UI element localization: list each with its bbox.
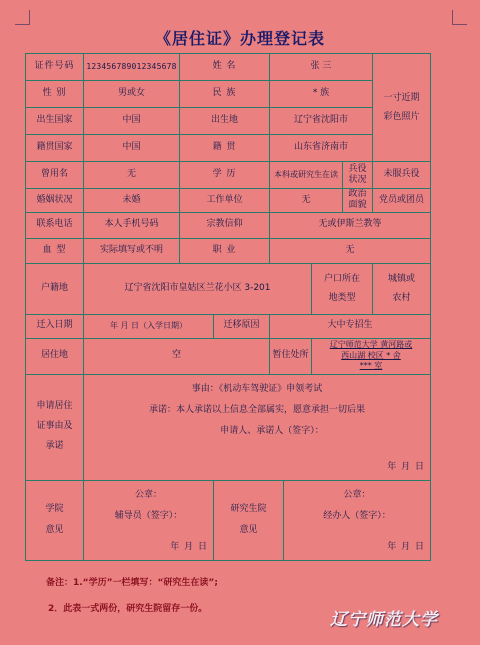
reason-line-2: 承诺：本人承诺以上信息全部属实，愿意承担一切后果 [148,404,365,415]
id-value[interactable]: 123456789012345678 [84,54,180,81]
grad-date[interactable]: 年 月 日 [387,542,424,553]
military-value[interactable]: 未服兵役 [373,162,431,189]
move-reason-value[interactable]: 大中专招生 [270,314,431,338]
gender-label: 性 别 [26,81,84,108]
move-reason-label: 迁移原因 [214,314,270,338]
hukou-type-value[interactable]: 城镇或 农村 [373,263,431,314]
marital-value[interactable]: 未婚 [84,189,180,213]
temp-residence-line-1: 辽宁师范大学 黄河路或 [329,339,413,349]
employer-value[interactable]: 无 [270,189,343,213]
college-opinion-label: 学院 意见 [26,480,84,560]
reason-line-1: 事由：《机动车驾驶证》申领考试 [191,383,323,394]
political-value[interactable]: 党员或团员 [373,189,431,213]
education-label: 学 历 [180,162,270,189]
hukou-type-label: 户口所在 地类型 [312,263,373,314]
temp-residence-label: 暂住处所 [270,338,312,374]
id-label: 证件号码 [26,54,84,81]
religion-label: 宗教信仰 [180,212,270,238]
blood-value[interactable]: 实际填写或不明 [84,238,180,263]
university-logo-text: 辽宁师范大学 [330,610,438,630]
birth-country-value[interactable]: 中国 [84,108,180,135]
college-opinion-content [84,480,214,560]
blood-label: 血 型 [26,238,84,263]
registration-form-table [25,53,431,561]
birth-country-label: 出生国家 [26,108,84,135]
applicant-sign-label[interactable]: 申请人、承诺人（签字）： [220,425,324,436]
job-value[interactable]: 无 [270,238,431,263]
form-title: 《居住证》办理登记表 [154,29,325,48]
phone-value[interactable]: 本人手机号码 [84,212,180,238]
footer-note-1: 备注：1.“学历”一栏填写：“研究生在读”; [46,578,218,588]
corner-mark-right [452,10,467,25]
move-date-value[interactable]: 年 月 日（入学日期） [84,314,214,338]
corner-mark-left [15,10,30,25]
name-value[interactable]: 张 三 [270,54,373,81]
employer-label: 工作单位 [180,189,270,213]
residence-value[interactable]: 空 [84,338,270,374]
hukou-value[interactable]: 辽宁省沈阳市皇姑区兰花小区 3-201 [84,263,312,314]
alias-value[interactable]: 无 [84,162,180,189]
hukou-label: 户籍地 [26,263,84,314]
grad-handler-sign[interactable]: 经办人（签字）： [323,510,391,521]
alias-label: 曾用名 [26,162,84,189]
grad-opinion-content [284,480,431,560]
job-label: 职 业 [180,238,270,263]
religion-value[interactable]: 无或伊斯兰教等 [270,212,431,238]
college-seal-label[interactable]: 公章： [134,489,162,500]
temp-residence-value[interactable] [312,338,431,374]
ethnic-value[interactable]: * 族 [270,81,373,108]
native-country-label: 籍贯国家 [26,135,84,162]
phone-label: 联系电话 [26,212,84,238]
photo-placeholder: 一寸近期 彩色照片 [373,54,431,162]
native-place-value[interactable]: 山东省济南市 [270,135,373,162]
footer-note-2: 2．此表一式两份，研究生院留存一份。 [48,604,208,614]
birthplace-label: 出生地 [180,108,270,135]
residence-label: 居住地 [26,338,84,374]
college-date[interactable]: 年 月 日 [170,542,207,553]
native-country-value[interactable]: 中国 [84,135,180,162]
gender-value[interactable]: 男或女 [84,81,180,108]
college-counselor-sign[interactable]: 辅导员（签字）： [114,510,183,521]
temp-residence-line-3: *** 室 [359,361,383,371]
marital-label: 婚姻状况 [26,189,84,213]
military-label: 兵役状况 [343,162,373,189]
reason-label: 申请居住 证事由及 承诺 [26,374,84,480]
name-label: 姓 名 [180,54,270,81]
native-place-label: 籍 贯 [180,135,270,162]
move-date-label: 迁入日期 [26,314,84,338]
ethnic-label: 民 族 [180,81,270,108]
reason-content [84,374,431,480]
birthplace-value[interactable]: 辽宁省沈阳市 [270,108,373,135]
reason-date[interactable]: 年 月 日 [387,462,424,473]
political-label: 政治面貌 [343,189,373,213]
temp-residence-line-2: 西山湖 校区 * 舍 [341,350,401,360]
grad-opinion-label: 研究生院 意见 [214,480,284,560]
grad-seal-label[interactable]: 公章： [343,489,371,500]
education-value[interactable]: 本科或研究生在读 [270,162,343,189]
